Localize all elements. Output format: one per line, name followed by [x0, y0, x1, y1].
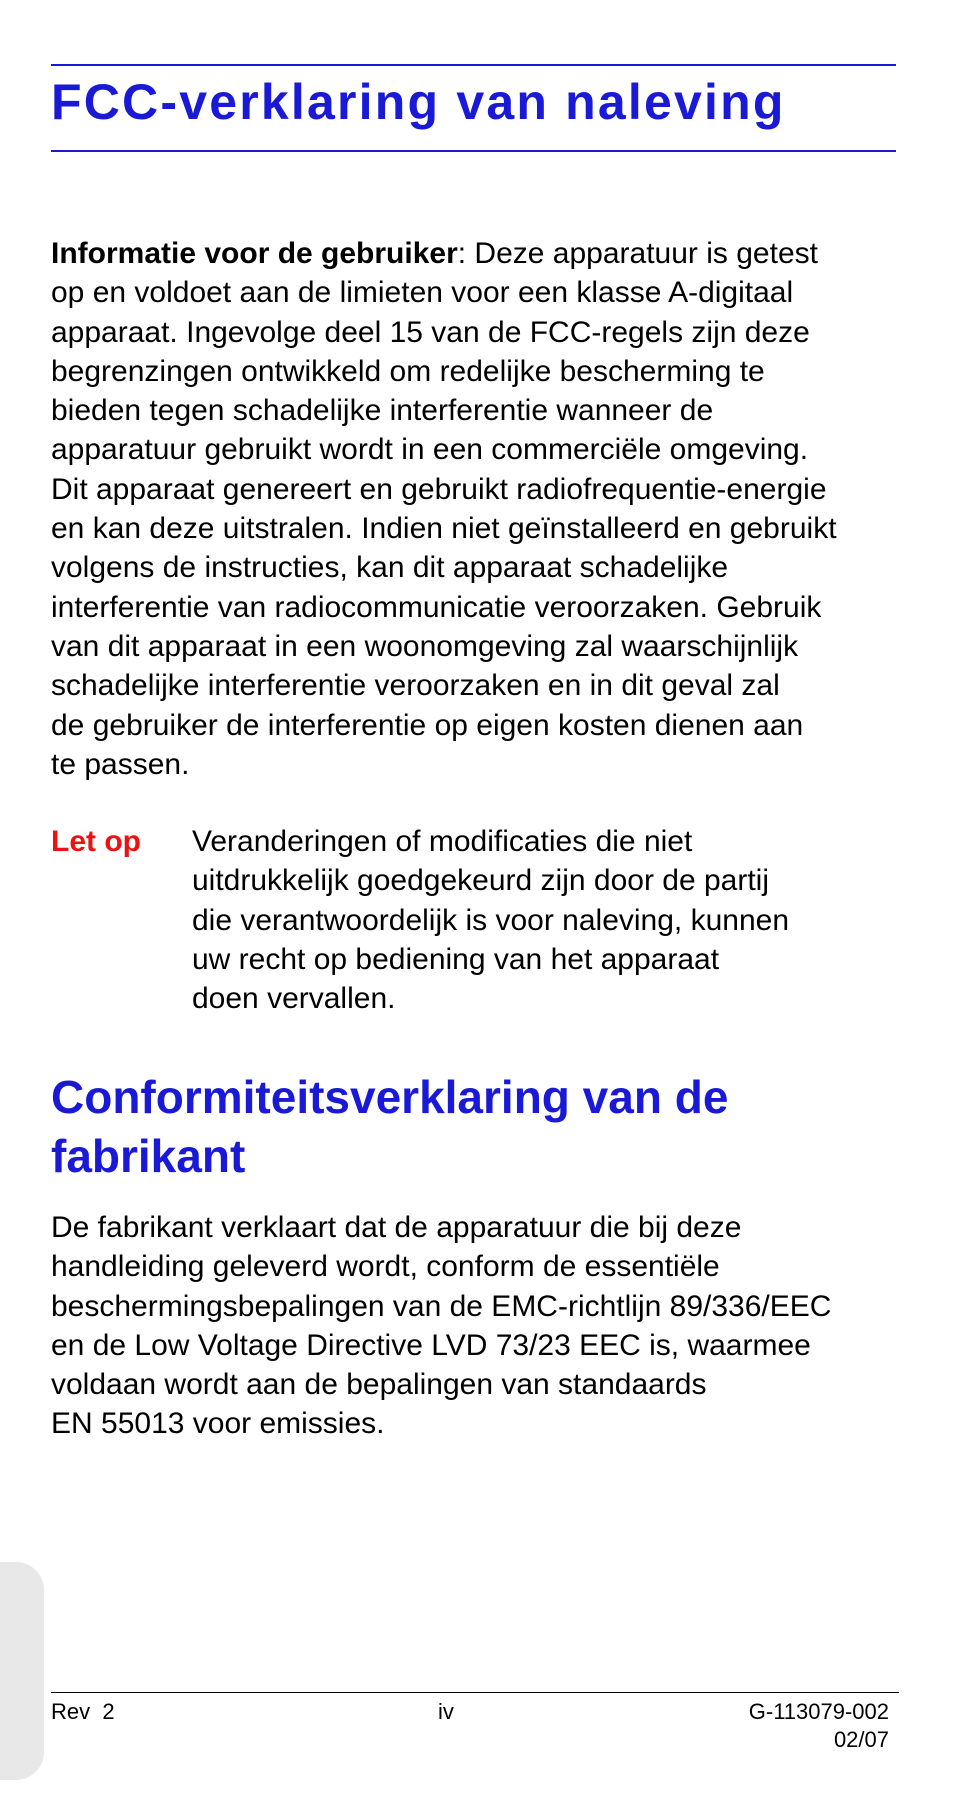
footer-date: 02/07 [833, 1727, 889, 1752]
fcc-info-label: Informatie voor de gebruiker [51, 237, 458, 270]
side-thumb-tab [0, 1562, 44, 1780]
footer-document-number: G-113079-002 [748, 1699, 889, 1724]
note-label: Let op [51, 825, 141, 858]
section-heading: Conformiteitsverklaring van de fabrikant [51, 1071, 729, 1182]
fcc-info-text: : Deze apparatuur is getest op en voldoet aan de limieten voor een klasse A-digitaal apparaat. Ingevolge deel 15 van de FCC-regels zijn deze begrenzingen ontwikkeld om redelijke bescherming te bieden tegen schadelijke interferentie wanneer de apparatuur gebruikt wordt in een commerciële omgeving. Dit apparaat genereert en gebruikt radiofrequentie-energie en kan deze uitstralen. Indien niet geïnstalleerd en gebruikt volgens de instructies, kan dit apparaat schadelijke interferentie van radiocommunicatie veroorzaken. Gebruik van dit apparaat in een woonomgeving zal waarschijnlijk schadelijke interferentie veroorzaken en in dit geval zal de gebruiker de interferentie op eigen kosten dienen aan te passen. [51, 237, 837, 781]
note-text: Veranderingen of modificaties die niet uitdrukkelijk goedgekeurd zijn door de partij die verantwoordelijk is voor naleving, kunnen uw recht op bediening van het apparaat doen vervallen. [192, 825, 790, 1016]
conformity-paragraph: De fabrikant verklaart dat de apparatuur die bij deze handleiding geleverd wordt, conform de essentiële beschermingsbepalingen van de EMC-richtlijn 89/336/EEC en de Low Voltage Directive LVD 73/23 EEC is, waarmee voldaan wordt aan de bepalingen van standaards EN 55013 voor emissies. [51, 1211, 832, 1441]
footer-revision: Rev 2 [51, 1699, 115, 1724]
title-top-rule [51, 64, 896, 66]
title-bottom-rule [51, 150, 896, 152]
page-title: FCC-verklaring van naleving [51, 74, 786, 130]
fcc-info-paragraph [51, 234, 911, 784]
footer-rule [51, 1692, 899, 1693]
footer-page-number: iv [438, 1699, 454, 1724]
